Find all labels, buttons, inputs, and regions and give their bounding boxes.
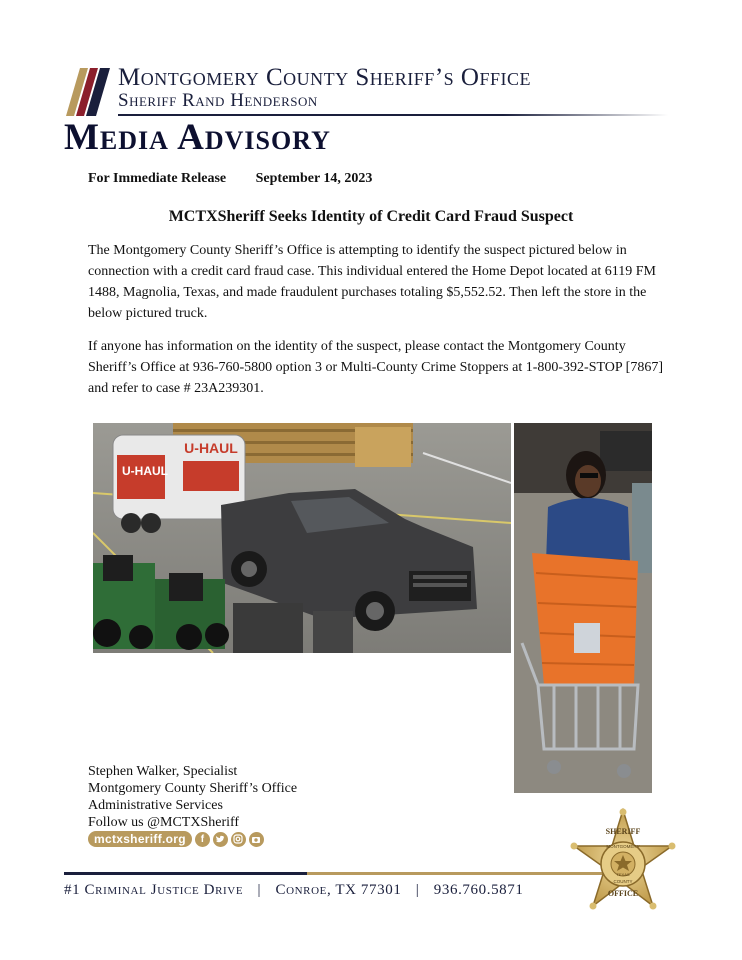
truck-photo: [93, 423, 511, 653]
footer-divider: [64, 872, 604, 875]
social-links: [88, 831, 264, 847]
instagram-icon[interactable]: [231, 832, 246, 847]
trailer-logo: U-HAUL: [184, 440, 238, 456]
contact-block: [88, 763, 297, 831]
sheriff-badge-icon: [568, 808, 678, 918]
website-link[interactable]: mctxsheriff.org: [88, 831, 192, 847]
body-paragraph-1: The Montgomery County Sheriff’s Office is attempting to identify the suspect pictured below in connection with a credit card fraud case. This individual entered the Home Depot located at 6119 FM 1488, Magnolia, Texas, and made fraudulent purchases totaling $5,552.52. Then left the store in the below pictured truck.: [88, 243, 656, 321]
body-paragraph-2: If anyone has information on the identity of the suspect, please contact the Montgomery County Sheriff’s Office at 936-760-5800 option 3 or Multi-County Crime Stoppers at 1-800-392-STOP [7867] and refer to case # 23A239301.: [88, 339, 663, 396]
badge-top-text: SHERIFF: [605, 827, 641, 836]
follow-us: Follow us @MCTXSheriff: [88, 815, 240, 830]
headline: MCTXSheriff Seeks Identity of Credit Card Fraud Suspect: [168, 208, 574, 225]
footer-phone: 936.760.5871: [433, 882, 524, 898]
footer-city: Conroe, TX 77301: [275, 882, 402, 898]
trailer-logo-small: U-HAUL: [122, 464, 168, 478]
twitter-icon[interactable]: [213, 832, 228, 847]
office-name: Montgomery County Sheriff’s Office: [118, 64, 531, 91]
camera-icon[interactable]: [249, 832, 264, 847]
release-label: For Immediate Release: [88, 171, 227, 186]
release-line: [88, 171, 372, 187]
badge-ring-text: MONTGOMERY: [606, 844, 640, 849]
badge-bottom-text: OFFICE: [607, 889, 639, 898]
release-date: September 14, 2023: [255, 171, 373, 186]
sheriff-name: Sheriff Rand Henderson: [118, 90, 318, 111]
footer-street: #1 Criminal Justice Drive: [64, 882, 244, 898]
facebook-icon[interactable]: f: [195, 832, 210, 847]
truck-photo-illustration: [93, 423, 511, 653]
suspect-photo: [514, 423, 652, 793]
contact-office: Montgomery County Sheriff’s Office: [88, 781, 298, 796]
contact-dept: Administrative Services: [88, 798, 223, 813]
footer-separator: |: [415, 882, 420, 898]
page-title: Media Advisory: [64, 117, 331, 158]
badge-lower-text: COUNTY: [613, 879, 633, 884]
suspect-photo-illustration: [514, 423, 652, 793]
contact-name: Stephen Walker, Specialist: [88, 764, 238, 779]
footer-address: [64, 882, 523, 899]
logo-stripes-icon: [66, 68, 118, 116]
footer-separator: |: [257, 882, 262, 898]
badge-center-text: TEXAS: [616, 872, 630, 877]
